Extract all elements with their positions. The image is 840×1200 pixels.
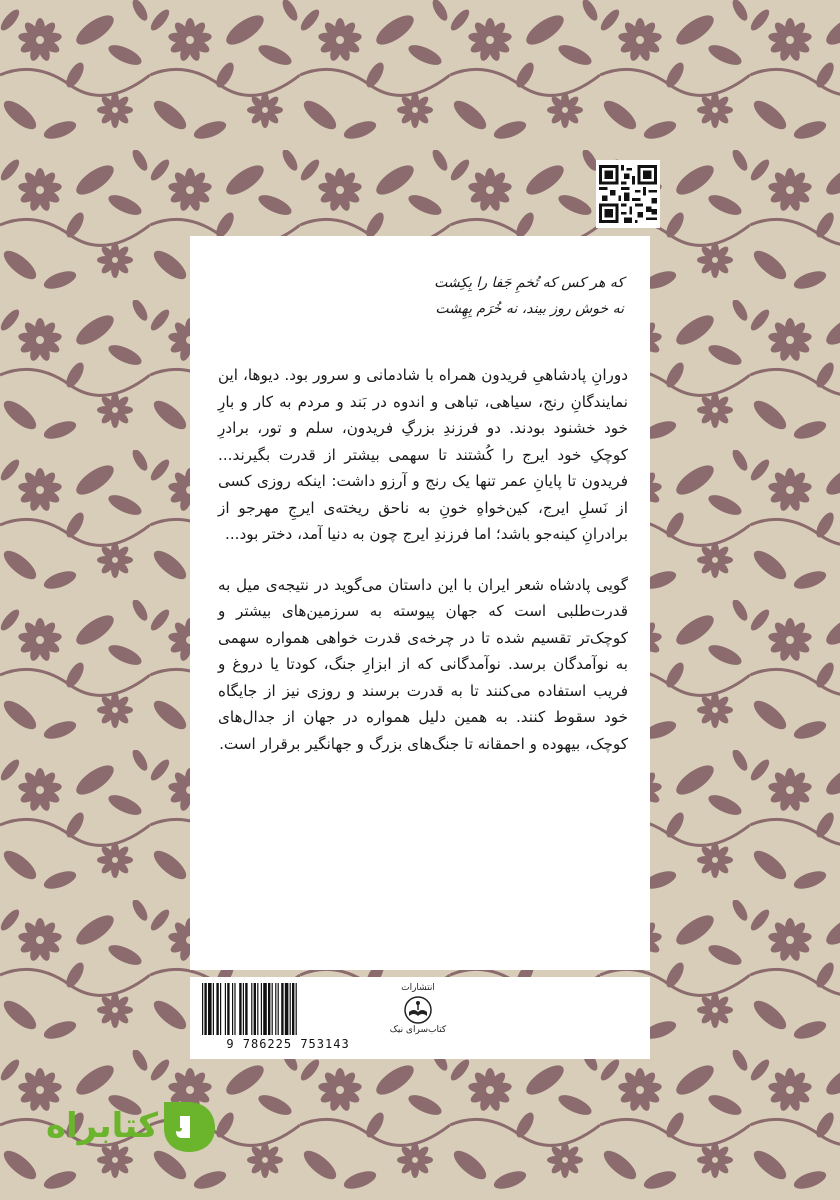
- ketabrah-brand[interactable]: [45, 1098, 218, 1154]
- publisher-logo: [382, 983, 454, 1035]
- poem-verse: [218, 270, 624, 322]
- ketabrah-logo-icon: [160, 1098, 218, 1154]
- story-paragraph: دورانِ پادشاهیِ فریدون همراه با شادمانی و سرور بود. دیوها، این نمایندگانِ رنج، سیاهی، تباهی و اندوه در بَند و مردم به کار و بارِ خود خشنود بودند. دو فرزندِ بزرگِ فریدون، سلم و تور، برادرِ کوچکِ خود ایرج را کُشتند تا سهمی بیشتر از قدرت بگیرند... فریدون تا پایانِ عمر تنها یک رنج و آرزو داشت: اینکه روزی کسی از نَسلِ ایرج، کین‌خواهِ خونِ به ناحق ریخته‌ی ایرجِ مهرجو از برادرانِ کینه‌جو باشد؛ اما فرزندِ ایرج چون به دنیا آمد، دختر بود...: [218, 366, 628, 543]
- isbn-barcode: [200, 983, 376, 1035]
- back-cover-text-panel: [190, 236, 650, 970]
- commentary-paragraph: گویی پادشاه شعر ایران با این داستان می‌گوید در نتیجه‌ی میل به قدرت‌طلبی است که جهان پیوسته به سرزمین‌های بیشتر و کوچک‌تر تقسیم شده تا در چرخه‌ی قدرت خواهی همواره سهمی به نوآمدگان برسد. نوآمدگانی که از ابزارِ جنگ، کودتا یا دروغ و فریب استفاده می‌کنند تا به قدرت برسند و روزی نیز از جایگاه خود سقوط کنند. به همین دلیل همواره در جهان از جدال‌های کوچک، بیهوده و احمقانه تا جنگ‌های بزرگ و جهانگیر برقرار است.: [218, 575, 628, 753]
- poem-line-1: که هر کس که تُخمِ جَفا را بِکِشت: [434, 275, 624, 291]
- ketabrah-wordmark: کتابراه: [45, 1106, 158, 1146]
- poem-line-2: نه خوش روز بیند، نه خُرَم بِهِشت: [435, 301, 624, 317]
- publisher-label: انتشارات: [401, 983, 435, 993]
- qr-code-icon: [599, 163, 657, 225]
- publisher-name: کتاب‌سرای نیک: [389, 1025, 447, 1035]
- qr-code[interactable]: [596, 160, 660, 228]
- book-logo-icon: [403, 995, 433, 1025]
- isbn-number: 9 786225 753143: [226, 1037, 350, 1051]
- barcode-publisher-box: [190, 977, 650, 1059]
